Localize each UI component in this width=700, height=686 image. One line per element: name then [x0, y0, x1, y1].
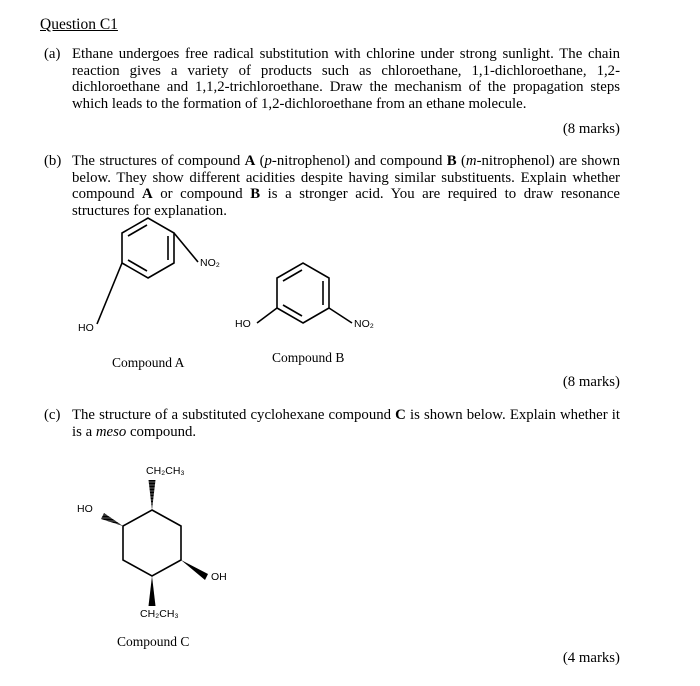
compound-a-ref: A	[244, 153, 256, 169]
compound-b-no2-label: NO₂	[354, 318, 374, 330]
meso-term: meso	[95, 423, 127, 440]
compound-a-ho-label: HO	[78, 322, 94, 334]
part-b-marks: (8 marks)	[562, 374, 620, 390]
compound-c-bottom-group: CH₂CH₃	[140, 608, 179, 620]
part-c-text: The structure of a substituted cyclohexane compound C is shown below. Explain whether it is a meso compound.	[72, 407, 620, 440]
part-a-text: Ethane undergoes free radical substitution with chlorine under strong sunlight. The chain reaction gives a variety of products such as chloroethane, 1,1-dichloroethane, 1,2-dichloroethane and 1,1,2-trichloroethane. Draw the mechanism of the propagation steps which leads to the formation of 1,2-dichloroethane from an ethane molecule.	[72, 46, 620, 112]
compound-b-name: Compound B	[272, 350, 345, 365]
compound-c-top-hash-bond	[149, 480, 156, 510]
compound-c-oh-label: OH	[211, 571, 227, 583]
part-c-label: (c)	[44, 407, 61, 423]
question-title: Question C1	[40, 16, 118, 33]
part-b-label: (b)	[44, 153, 62, 169]
compound-a-no2-label: NO₂	[200, 257, 220, 269]
compound-c-ring	[123, 510, 181, 576]
part-b-text: The structures of compound A (p-nitrophenol) and compound B (m-nitrophenol) are shown below. They show different acidities despite having similar substituents. Explain whether compound A or compound B is a stronger acid. You are required to draw resonance structures for explanation.	[72, 153, 620, 219]
part-a-marks: (8 marks)	[562, 121, 620, 137]
compound-c-name: Compound C	[117, 634, 190, 649]
compound-c-oh-wedge-bond	[181, 560, 208, 580]
compound-c-top-group: CH₂CH₃	[146, 465, 185, 477]
part-c-marks: (4 marks)	[562, 650, 620, 666]
part-a-label: (a)	[44, 46, 61, 62]
compound-c-bottom-wedge-bond	[149, 576, 156, 606]
compound-b-ho-label: HO	[235, 318, 251, 330]
compound-a-name: Compound A	[112, 355, 185, 370]
compound-b-ref: B	[446, 153, 457, 169]
compound-c-ho-label: HO	[77, 503, 93, 515]
compound-c-ho-hash-bond	[101, 513, 123, 526]
compound-c-ref: C	[395, 407, 406, 423]
